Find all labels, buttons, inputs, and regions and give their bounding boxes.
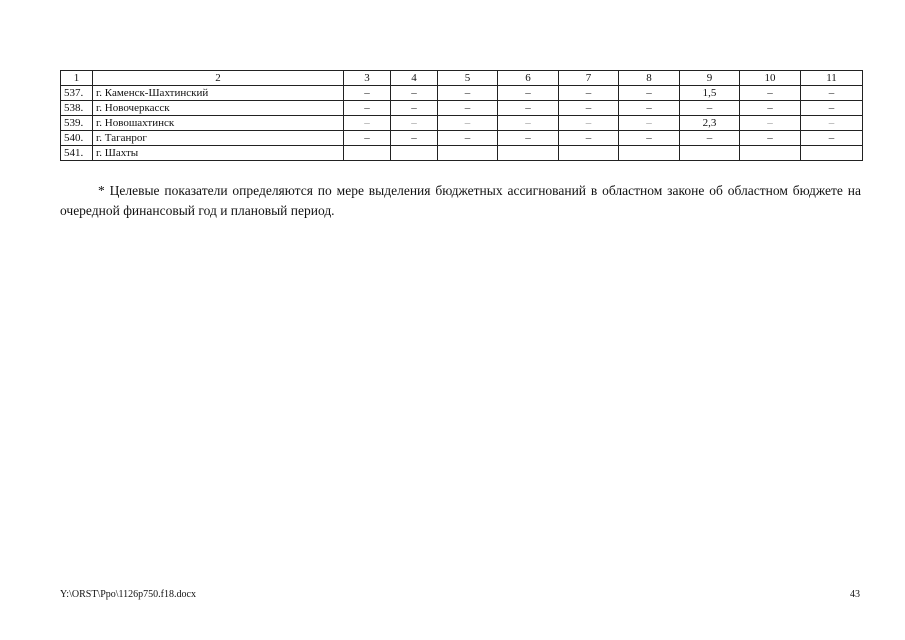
value-cell [498, 146, 559, 161]
footnote-text: * Целевые показатели определяются по мере выделения бюджетных ассигнований в областном законе об областном бюджете на очередной финансовый год и плановый период. [60, 183, 861, 218]
value-cell: – [740, 86, 801, 101]
value-cell [619, 146, 680, 161]
file-path: Y:\ORST\Ppo\1126p750.f18.docx [60, 589, 196, 600]
row-number: 538. [61, 101, 93, 116]
value-cell: – [391, 131, 438, 146]
table-row [61, 131, 863, 146]
value-cell: – [438, 131, 498, 146]
value-cell: – [740, 101, 801, 116]
header-cell: 9 [680, 71, 740, 86]
table-row [61, 116, 863, 131]
table-row [61, 146, 863, 161]
value-cell: – [498, 116, 559, 131]
value-cell: – [438, 86, 498, 101]
header-cell: 4 [391, 71, 438, 86]
table-row [61, 101, 863, 116]
header-cell: 5 [438, 71, 498, 86]
header-row [61, 71, 863, 86]
row-name: г. Новочеркасск [93, 101, 344, 116]
row-name: г. Таганрог [93, 131, 344, 146]
value-cell: – [391, 86, 438, 101]
value-cell: – [801, 116, 863, 131]
row-name: г. Новошахтинск [93, 116, 344, 131]
value-cell: – [559, 86, 619, 101]
row-number: 537. [61, 86, 93, 101]
value-cell: – [498, 131, 559, 146]
value-cell: – [801, 101, 863, 116]
table-row [61, 86, 863, 101]
page-number: 43 [850, 589, 860, 600]
row-name: г. Шахты [93, 146, 344, 161]
value-cell: – [619, 116, 680, 131]
value-cell: – [619, 101, 680, 116]
header-cell: 1 [61, 71, 93, 86]
value-cell: – [344, 131, 391, 146]
row-number: 539. [61, 116, 93, 131]
value-cell: – [391, 116, 438, 131]
row-number: 541. [61, 146, 93, 161]
value-cell [344, 146, 391, 161]
header-cell: 2 [93, 71, 344, 86]
value-cell: – [344, 116, 391, 131]
header-cell: 3 [344, 71, 391, 86]
value-cell: – [619, 86, 680, 101]
value-cell: – [619, 131, 680, 146]
value-cell: – [391, 101, 438, 116]
value-cell: – [344, 101, 391, 116]
value-cell: – [801, 86, 863, 101]
value-cell: – [438, 101, 498, 116]
value-cell: – [344, 86, 391, 101]
value-cell: – [559, 131, 619, 146]
header-cell: 8 [619, 71, 680, 86]
value-cell: – [801, 131, 863, 146]
header-cell: 11 [801, 71, 863, 86]
value-cell: – [559, 101, 619, 116]
value-cell [391, 146, 438, 161]
indicators-table [60, 70, 863, 161]
value-cell: 1,5 [680, 86, 740, 101]
value-cell: – [680, 131, 740, 146]
value-cell: – [438, 116, 498, 131]
footnote [60, 181, 861, 221]
value-cell: – [740, 131, 801, 146]
value-cell [801, 146, 863, 161]
header-cell: 7 [559, 71, 619, 86]
value-cell [680, 146, 740, 161]
value-cell [559, 146, 619, 161]
value-cell: – [740, 116, 801, 131]
value-cell: 2,3 [680, 116, 740, 131]
header-cell: 6 [498, 71, 559, 86]
header-cell: 10 [740, 71, 801, 86]
row-number: 540. [61, 131, 93, 146]
value-cell: – [498, 101, 559, 116]
value-cell [740, 146, 801, 161]
value-cell: – [680, 101, 740, 116]
row-name: г. Каменск-Шахтинский [93, 86, 344, 101]
value-cell: – [498, 86, 559, 101]
value-cell [438, 146, 498, 161]
value-cell: – [559, 116, 619, 131]
